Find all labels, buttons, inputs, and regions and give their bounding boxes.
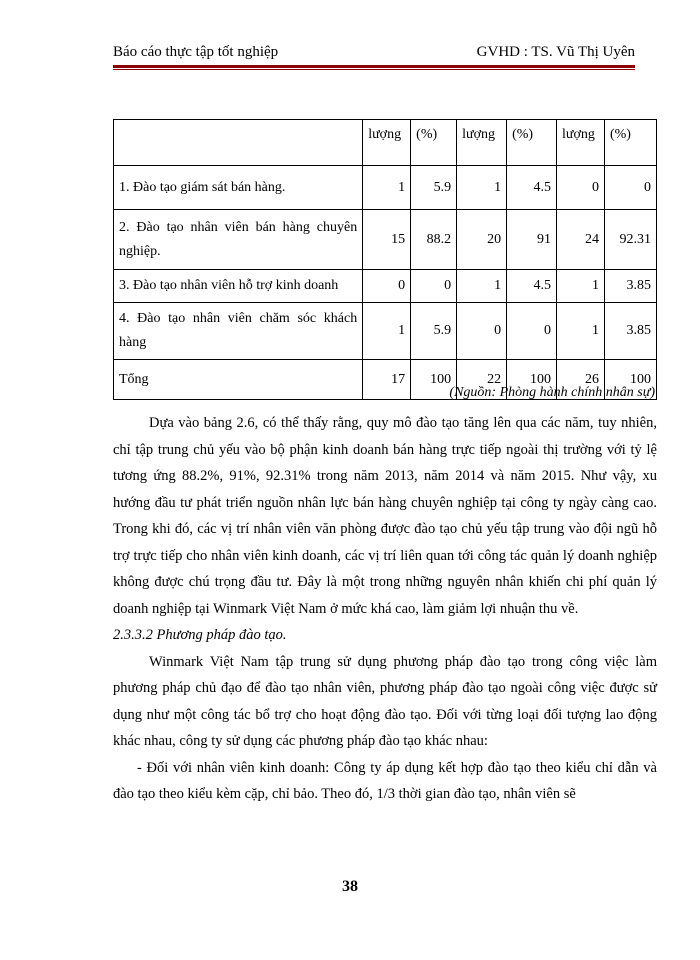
header-divider xyxy=(113,65,635,70)
table-header-cell: (%) xyxy=(411,120,457,166)
table-cell: 1 xyxy=(363,303,411,360)
training-table xyxy=(113,119,657,400)
table-cell: 3.85 xyxy=(604,303,656,360)
paragraph: - Đối với nhân viên kinh doanh: Công ty áp dụng kết hợp đào tạo theo kiểu chỉ dẫn và đào tạo theo kiểu kèm cặp, chỉ bảo. Theo đó, 1/3 thời gian đào tạo, nhân viên sẽ xyxy=(113,759,657,802)
table-cell: 88.2 xyxy=(411,210,457,270)
table-cell: 4.5 xyxy=(507,166,557,210)
table-cell: 0 xyxy=(604,166,656,210)
table-header-cell: lượng xyxy=(457,120,507,166)
table-header-cell: (%) xyxy=(507,120,557,166)
page-header xyxy=(113,40,635,64)
paragraph: Winmark Việt Nam tập trung sử dụng phương pháp đào tạo trong công việc làm phương pháp chủ đạo để đào tạo nhân viên, phương pháp đào tạo ngoài công việc được sử dụng như một công tác bổ trợ cho hoạt động đào tạo. Đối với từng loại đối tượng lao động khác nhau, công ty sử dụng các phương pháp đào tạo khác nhau: xyxy=(113,653,657,749)
table-row xyxy=(114,210,657,270)
table-cell: 100 xyxy=(507,360,557,400)
table-cell: 0 xyxy=(507,303,557,360)
table-cell: 100 xyxy=(411,360,457,400)
table-cell: 100 xyxy=(604,360,656,400)
table-header-cell xyxy=(114,120,363,166)
table-header-row xyxy=(114,120,657,166)
table-cell: 24 xyxy=(557,210,605,270)
table-cell: 1 xyxy=(557,270,605,303)
header-report-title: Báo cáo thực tập tốt nghiệp xyxy=(113,44,279,60)
table-cell: 1 xyxy=(457,166,507,210)
table-cell: 5.9 xyxy=(411,166,457,210)
paragraph: Dựa vào bảng 2.6, có thể thấy rằng, quy mô đào tạo tăng lên qua các năm, tuy nhiên, chỉ tập trung chủ yếu vào bộ phận kinh doanh bán hàng trực tiếp ngoài thị trường với tỷ lệ tương ứng 88.2%, 91%, 92.31% trong năm 2013, năm 2014 và năm 2015. Như vậy, xu hướng đầu tư phát triển nguồn nhân lực bán hàng chuyên nghiệp tại công ty ngày càng cao. Trong khi đó, các vị trí nhân viên văn phòng được đào tạo chủ yếu tập trung vào đội ngũ hỗ trợ trực tiếp cho nhân viên kinh doanh, các vị trí liên quan tới công tác quản lý doanh nghiệp không được chú trọng đầu tư. Đây là một trong những nguyên nhân khiến chi phí quản lý doanh nghiệp tại Winmark Việt Nam ở mức khá cao, làm giảm lợi nhuận thu về. xyxy=(113,415,657,617)
table-header-cell: lượng xyxy=(557,120,605,166)
table-cell: 91 xyxy=(507,210,557,270)
table-cell: 1 xyxy=(363,166,411,210)
table-cell: 22 xyxy=(457,360,507,400)
table-cell: 3.85 xyxy=(604,270,656,303)
table-cell: 1 xyxy=(457,270,507,303)
table-cell: 4.5 xyxy=(507,270,557,303)
table-source-note: (Nguồn: Phòng hành chính nhân sự) xyxy=(449,385,655,400)
table-cell: 92.31 xyxy=(604,210,656,270)
row-label: Tổng xyxy=(114,360,363,400)
table-cell: 15 xyxy=(363,210,411,270)
table-header-cell: lượng xyxy=(363,120,411,166)
page-number: 38 xyxy=(342,878,358,895)
table-cell: 0 xyxy=(363,270,411,303)
table-cell: 26 xyxy=(557,360,605,400)
row-label: 1. Đào tạo giám sát bán hàng. xyxy=(114,166,363,210)
table-header-cell: (%) xyxy=(604,120,656,166)
table-cell: 5.9 xyxy=(411,303,457,360)
table-cell: 1 xyxy=(557,303,605,360)
table-cell: 0 xyxy=(457,303,507,360)
body-text xyxy=(113,410,657,808)
table-cell: 17 xyxy=(363,360,411,400)
table-cell: 0 xyxy=(411,270,457,303)
table-row xyxy=(114,270,657,303)
table-cell: 0 xyxy=(557,166,605,210)
header-supervisor: GVHD : TS. Vũ Thị Uyên xyxy=(476,44,635,60)
table-cell: 20 xyxy=(457,210,507,270)
table-row xyxy=(114,166,657,210)
row-label: 3. Đào tạo nhân viên hỗ trợ kinh doanh xyxy=(114,270,363,303)
row-label: 4. Đào tạo nhân viên chăm sóc khách hàng xyxy=(114,303,363,360)
table-row xyxy=(114,303,657,360)
row-label: 2. Đào tạo nhân viên bán hàng chuyên nghiệp. xyxy=(114,210,363,270)
section-heading: 2.3.3.2 Phương pháp đào tạo. xyxy=(113,627,287,643)
